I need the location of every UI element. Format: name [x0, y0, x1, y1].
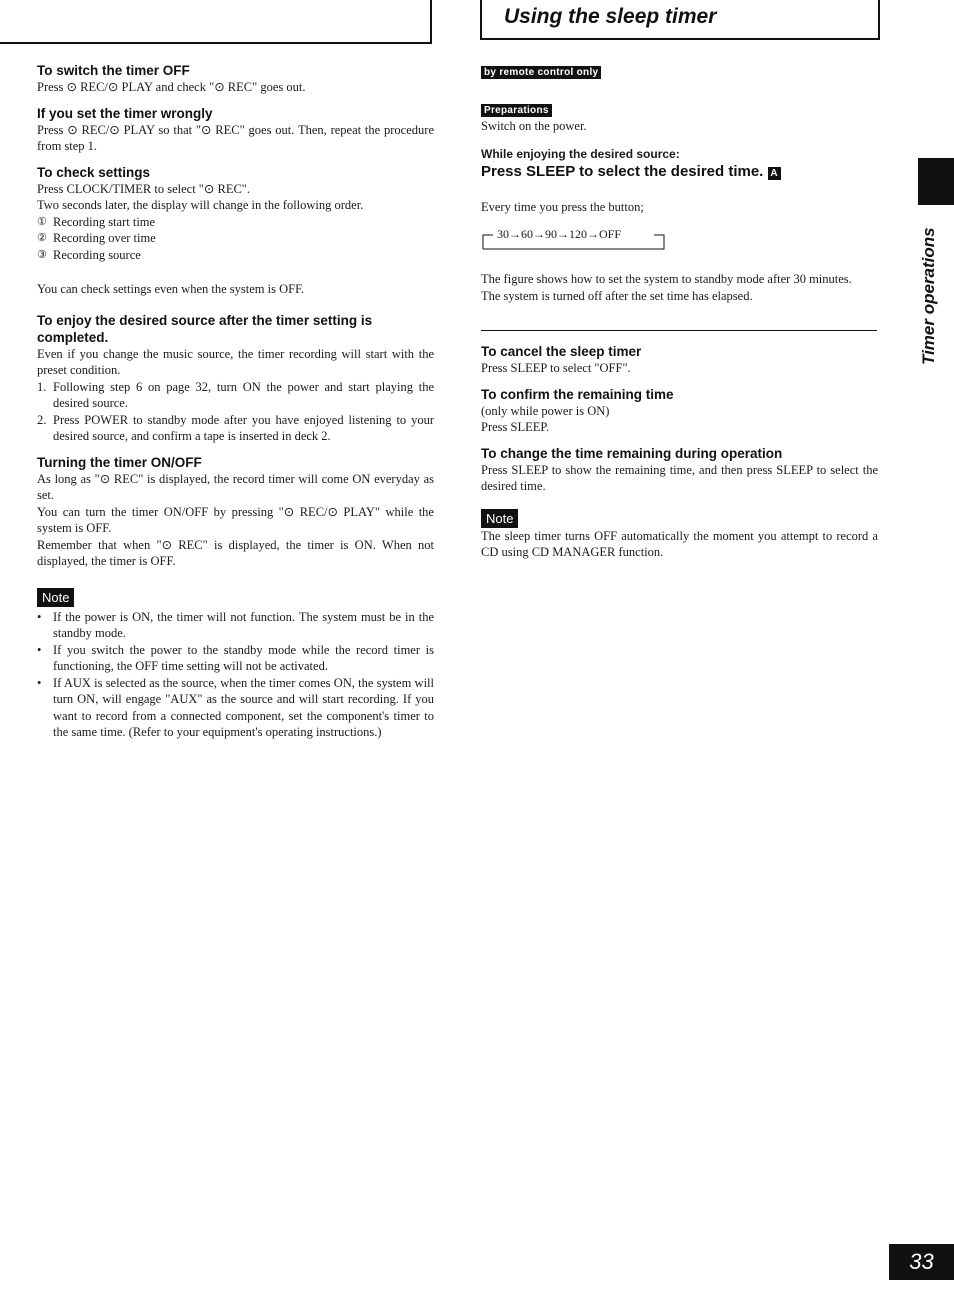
step-list: [37, 379, 434, 445]
section-text: (only while power is ON): [481, 403, 610, 418]
section-heading: To enjoy the desired source after the timer setting is completed.: [37, 312, 373, 345]
list-item: 2. Press POWER to standby mode after you have enjoyed listening to your desired source, and confirm a tape is inserted in deck 2.: [37, 412, 434, 443]
figure-text: The figure shows how to set the system to standby mode after 30 minutes.: [481, 272, 852, 286]
list-item: ② Recording over time: [37, 231, 156, 245]
check-order-list: [37, 214, 434, 264]
side-tab-marker: [918, 158, 954, 205]
side-tab-label: Timer operations: [919, 227, 938, 365]
figure-text: The system is turned off after the set time has elapsed.: [481, 288, 753, 303]
section-text: Press CLOCK/TIMER to select "⊙ REC".: [37, 181, 251, 196]
list-item: 1. Following step 6 on page 32, turn ON the power and start playing the desired source.: [37, 379, 434, 410]
section-heading: To confirm the remaining time: [481, 386, 674, 402]
section-heading: To change the time remaining during operation: [481, 445, 783, 461]
list-item: • If you switch the power to the standby mode while the record timer is functioning, the OFF time setting will not be activated.: [37, 642, 434, 673]
section-text: Press SLEEP to show the remaining time, and then press SLEEP to select the desired time.: [481, 462, 878, 493]
while-label: While enjoying the desired source:: [481, 146, 680, 161]
section-text: As long as "⊙ REC" is displayed, the record timer will come ON everyday as set.: [37, 471, 434, 502]
section-heading: Turning the timer ON/OFF: [37, 454, 202, 470]
section-text: You can check settings even when the system is OFF.: [37, 282, 305, 296]
page-number: 33: [889, 1244, 954, 1280]
page-title: Using the sleep timer: [504, 5, 717, 28]
list-item: • If the power is ON, the timer will not function. The system must be in the standby mode.: [37, 609, 434, 640]
note-badge: Note: [37, 588, 74, 607]
step-a-icon: A: [768, 167, 781, 180]
prep-text: Switch on the power.: [481, 119, 587, 133]
list-item: ③ Recording source: [37, 247, 141, 262]
left-column: [37, 62, 434, 741]
preparations-badge: Preparations: [481, 104, 552, 117]
section-text: Press ⊙ REC/⊙ PLAY and check "⊙ REC" goes out.: [37, 80, 306, 94]
remote-only-badge: by remote control only: [481, 66, 601, 79]
section-text: Press SLEEP to select "OFF".: [481, 361, 631, 375]
section-text: Remember that when "⊙ REC" is displayed, the timer is ON. When not displayed, the timer is OFF.: [37, 537, 434, 568]
section-text: Press ⊙ REC/⊙ PLAY so that "⊙ REC" goes out. Then, repeat the procedure from step 1.: [37, 122, 434, 153]
list-item: ① Recording start time: [37, 214, 156, 229]
main-instruction: Press SLEEP to select the desired time. A: [481, 162, 878, 181]
every-time-text: Every time you press the button;: [481, 199, 644, 214]
section-text: Even if you change the music source, the timer recording will start with the preset condition.: [37, 346, 434, 377]
section-heading: If you set the timer wrongly: [37, 105, 213, 121]
section-text: Press SLEEP.: [481, 420, 550, 434]
note-text: The sleep timer turns OFF automatically the moment you attempt to record a CD using CD MANAGER function.: [481, 528, 878, 559]
sequence-text: 30→60→90→120→OFF: [497, 227, 622, 241]
header-box-right: [480, 0, 880, 40]
header-box-left: [0, 0, 432, 44]
note-badge: Note: [481, 509, 518, 528]
section-heading: To check settings: [37, 164, 151, 180]
section-text: You can turn the timer ON/OFF by pressing "⊙ REC/⊙ PLAY" while the system is OFF.: [37, 504, 434, 535]
sleep-sequence-diagram: [481, 225, 671, 251]
note-list: [37, 609, 434, 741]
section-heading: To switch the timer OFF: [37, 63, 190, 78]
list-item: • If AUX is selected as the source, when the timer comes ON, the system will turn ON, will engage "AUX" as the source and will start recording. If you want to record from a connected component, set the component's timer to the same time. (Refer to your equipment's operating instructions.): [37, 675, 434, 739]
section-text: Two seconds later, the display will change in the following order.: [37, 198, 364, 212]
section-heading: To cancel the sleep timer: [481, 344, 642, 359]
right-column: [481, 62, 878, 561]
